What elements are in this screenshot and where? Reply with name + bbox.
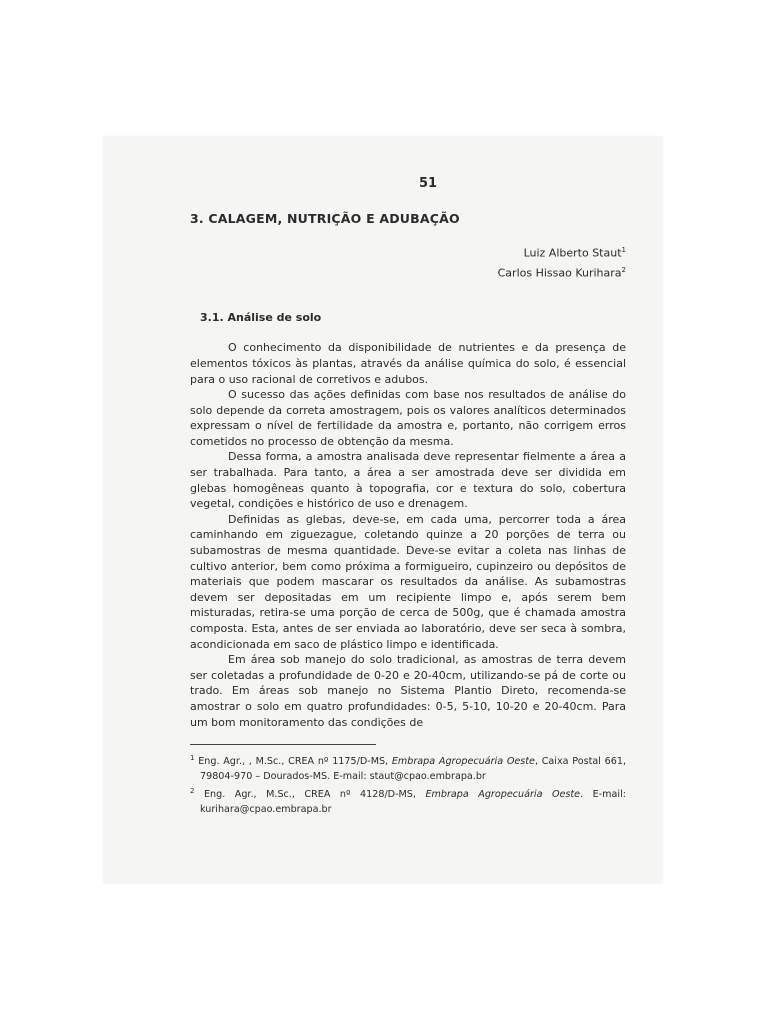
section-title: 3.1. Análise de solo <box>200 311 322 325</box>
paragraph: Dessa forma, a amostra analisada deve representar fielmente a área a ser trabalhada. Para tanto, a área a ser amostrada deve ser dividida em glebas homogêneas quanto à topografia, cor e textura do solo, cobertura vegetal, condições e histórico de uso e drenagem. <box>190 450 626 511</box>
chapter-title: 3. CALAGEM, NUTRIÇÃO E ADUBAÇÃO <box>190 211 460 226</box>
footnote-divider <box>190 744 376 745</box>
page-number: 51 <box>418 176 438 191</box>
paragraph: O sucesso das ações definidas com base nos resultados de análise do solo depende da correta amostragem, pois os valores analíticos determinados expressam o nível de fertilidade da amostra e, portanto, não corrigem erros cometidos no processo de obtenção da mesma. <box>190 388 626 448</box>
author-2 <box>190 262 626 282</box>
authors <box>190 242 626 281</box>
paragraph: Definidas as glebas, deve-se, em cada uma, percorrer toda a área caminhando em ziguezague, coletando quinze a 20 porções de terra ou subamostras de mesma quantidade. Deve-se evitar a coleta nas linhas de cultivo anterior, bem como próxima a formigueiro, cupinzeiro ou depósitos de materiais que podem mascarar os resultados da análise. As subamostras devem ser depositadas em um recipiente limpo e, após serem bem misturadas, retira-se uma porção de cerca de 500g, que é chamada amostra composta. Esta, antes de ser enviada ao laboratório, deve ser seca à sombra, acondicionada em saco de plástico limpo e identificada. <box>190 512 626 651</box>
footnote-organization: Embrapa Agropecuária Oeste <box>425 789 581 801</box>
footnote-text: . E-mail: kurihara@cpao.embrapa.br <box>200 789 626 816</box>
footnote-mark: 1 <box>190 754 195 763</box>
footnote-organization: Embrapa Agropecuária Oeste <box>391 756 535 768</box>
footnote-2 <box>190 784 626 817</box>
footnote-1 <box>190 751 626 784</box>
footnote-mark: 2 <box>190 787 195 796</box>
author-name: Carlos Hissao Kurihara <box>497 266 622 280</box>
paragraph: Em área sob manejo do solo tradicional, as amostras de terra devem ser coletadas a profundidade de 0-20 e 20-40cm, utilizando-se pá de corte ou trado. Em áreas sob manejo no Sistema Plantio Direto, recomenda-se amostrar o solo em quatro profundidades: 0-5, 5-10, 10-20 e 20-40cm. Para um bom monitoramento das condições de <box>190 653 626 729</box>
document-page <box>190 176 626 818</box>
author-1 <box>190 242 626 262</box>
paragraph: O conhecimento da disponibilidade de nutrientes e da presença de elementos tóxicos às plantas, através da análise química do solo, é essencial para o uso racional de corretivos e adubos. <box>190 341 626 386</box>
body-text <box>190 340 626 730</box>
footnote-text: Eng. Agr., , M.Sc., CREA nº 1175/D-MS, <box>198 756 392 768</box>
author-name: Luiz Alberto Staut <box>523 246 622 260</box>
footnote-mark: 2 <box>621 265 626 274</box>
footnote-text: Eng. Agr., M.Sc., CREA nº 4128/D-MS, <box>203 789 426 801</box>
footnote-text: , Caixa Postal 661, 79804-970 – Dourados-MS. E-mail: staut@cpao.embrapa.br <box>200 756 626 782</box>
footnote-mark: 1 <box>621 246 626 254</box>
